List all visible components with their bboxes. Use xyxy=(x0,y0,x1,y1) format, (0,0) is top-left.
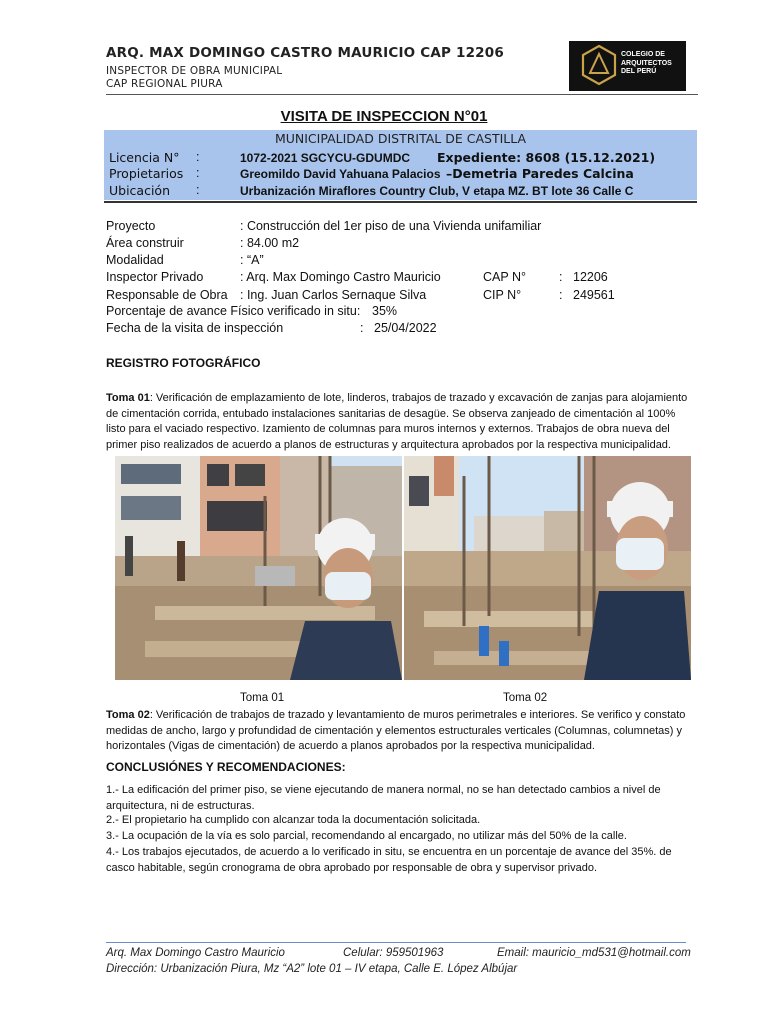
expediente-value: Expediente: 8608 (15.12.2021) xyxy=(437,150,656,165)
conclusion-item: 3.- La ocupación de la vía es solo parcial, recomendando al encargado, no utilizar más del 50% de la calle. xyxy=(106,830,627,842)
toma02-paragraph xyxy=(106,708,696,755)
licencia-label: Licencia N° xyxy=(109,150,180,165)
header-role: INSPECTOR DE OBRA MUNICIPAL xyxy=(106,65,283,77)
toma02-text: : Verificación de trabajos de trazado y levantamiento de muros perimetrales e interiores. Se verifico y constato medidas de ancho, largo y profundidad de cimentación y elementos estructurales verticales (Columnas, columnetas) y horizontales (Vigas de cimentación) de acuerdo a planos aprobados por la respectiva municipalidad. xyxy=(106,709,686,752)
propietario-1: Greomildo David Yahuana Palacios xyxy=(240,167,441,181)
conclusion-item: 1.- La edificación del primer piso, se viene ejecutando de manera normal, no se han detectado cambios a nivel de arquitectura, ni de estructuras. xyxy=(106,784,661,812)
conclusion-item: 2.- El propietario ha cumplido con alcanzar toda la documentación solicitada. xyxy=(106,814,481,826)
modalidad-value: : “A” xyxy=(240,253,264,267)
registro-heading: REGISTRO FOTOGRÁFICO xyxy=(106,356,261,370)
licencia-colon: : xyxy=(196,150,200,164)
cip-colon: : xyxy=(559,288,563,302)
licencia-value: 1072-2021 SGCYCU-GDUMDC xyxy=(240,151,411,165)
ubicacion-value: Urbanización Miraflores Country Club, V etapa MZ. BT lote 36 Calle C xyxy=(240,184,634,198)
cip-value: 249561 xyxy=(573,288,615,302)
footer-email: Email: mauricio_md531@hotmail.com xyxy=(497,947,691,959)
area-label: Área construir xyxy=(106,236,184,250)
toma02-label: Toma 02 xyxy=(106,709,150,721)
proyecto-label: Proyecto xyxy=(106,219,156,233)
fecha-colon: : xyxy=(360,321,364,335)
propietarios-label: Propietarios xyxy=(109,166,184,181)
fecha-label: Fecha de la visita de inspección xyxy=(106,321,284,335)
propietarios-colon: : xyxy=(196,166,200,180)
area-value: : 84.00 m2 xyxy=(240,236,300,250)
cip-label: CIP N° xyxy=(483,288,522,302)
photo-toma-01 xyxy=(115,456,402,680)
ubicacion-colon: : xyxy=(196,183,200,197)
caption-toma-01: Toma 01 xyxy=(240,692,285,704)
modalidad-label: Modalidad xyxy=(106,253,164,267)
header-cap-regional: CAP REGIONAL PIURA xyxy=(106,78,223,90)
proyecto-value: : Construcción del 1er piso de una Vivienda unifamiliar xyxy=(240,219,542,233)
caption-toma-02: Toma 02 xyxy=(503,692,548,704)
inspector-label: Inspector Privado xyxy=(106,270,204,284)
municipality-name: MUNICIPALIDAD DISTRITAL DE CASTILLA xyxy=(274,131,527,146)
logo-text-line: ARQUITECTOS xyxy=(621,59,672,67)
avance-label: Porcentaje de avance Físico verificado in situ: xyxy=(106,304,361,318)
toma01-label: Toma 01 xyxy=(106,392,150,404)
conclusiones-heading: CONCLUSIÓNES Y RECOMENDACIONES: xyxy=(106,760,346,774)
responsable-value: : Ing. Juan Carlos Sernaque Silva xyxy=(240,288,427,302)
footer-celular: Celular: 959501963 xyxy=(343,947,444,959)
propietario-2: –Demetria Paredes Calcina xyxy=(446,166,634,181)
toma01-text: : Verificación de emplazamiento de lote, linderos, trabajos de trazado y excavación de zanjas para alojamiento de cimentación corrida, entubado instalaciones sanitarias de desagüe. Se observa zanjeado de cimentación al 100% listo para el vaciado respectivo. Izamiento de columnas para muros internos y externos. Trabajos de obra nueva del primer piso realizados de acuerdo a planos de estructuras y arquitectura aprobados por la respectiva municipalidad. xyxy=(106,392,688,451)
conclusion-item: 4.- Los trabajos ejecutados, de acuerdo a lo verificado in situ, se encuentra en un porcentaje de avance del 35%. de casco habitable, según cronograma de obra aprobado por responsable de obra y supervisor privado. xyxy=(106,846,672,874)
document-title: VISITA DE INSPECCION N°01 xyxy=(280,108,488,125)
inspector-value: : Arq. Max Domingo Castro Mauricio xyxy=(240,270,441,284)
responsable-label: Responsable de Obra xyxy=(106,288,228,302)
colegio-arquitectos-logo xyxy=(569,41,686,91)
cap-colon: : xyxy=(559,270,563,284)
toma01-paragraph xyxy=(106,391,696,453)
fecha-value: 25/04/2022 xyxy=(374,321,437,335)
photo-toma-02 xyxy=(404,456,691,680)
logo-text-line: COLEGIO DE xyxy=(621,51,665,58)
ubicacion-label: Ubicación xyxy=(109,183,171,198)
header-name: ARQ. MAX DOMINGO CASTRO MAURICIO CAP 12206 xyxy=(106,45,504,61)
cap-label: CAP N° xyxy=(483,270,526,284)
avance-value: 35% xyxy=(372,304,398,318)
footer-rule xyxy=(106,942,686,943)
band-rule xyxy=(104,201,697,203)
footer-name: Arq. Max Domingo Castro Mauricio xyxy=(106,947,285,959)
cap-value: 12206 xyxy=(573,270,608,284)
footer-direccion: Dirección: Urbanización Piura, Mz “A2” lote 01 – IV etapa, Calle E. López Albújar xyxy=(106,963,518,975)
header-rule xyxy=(106,94,698,95)
logo-text-line: DEL PERÚ xyxy=(621,68,657,75)
